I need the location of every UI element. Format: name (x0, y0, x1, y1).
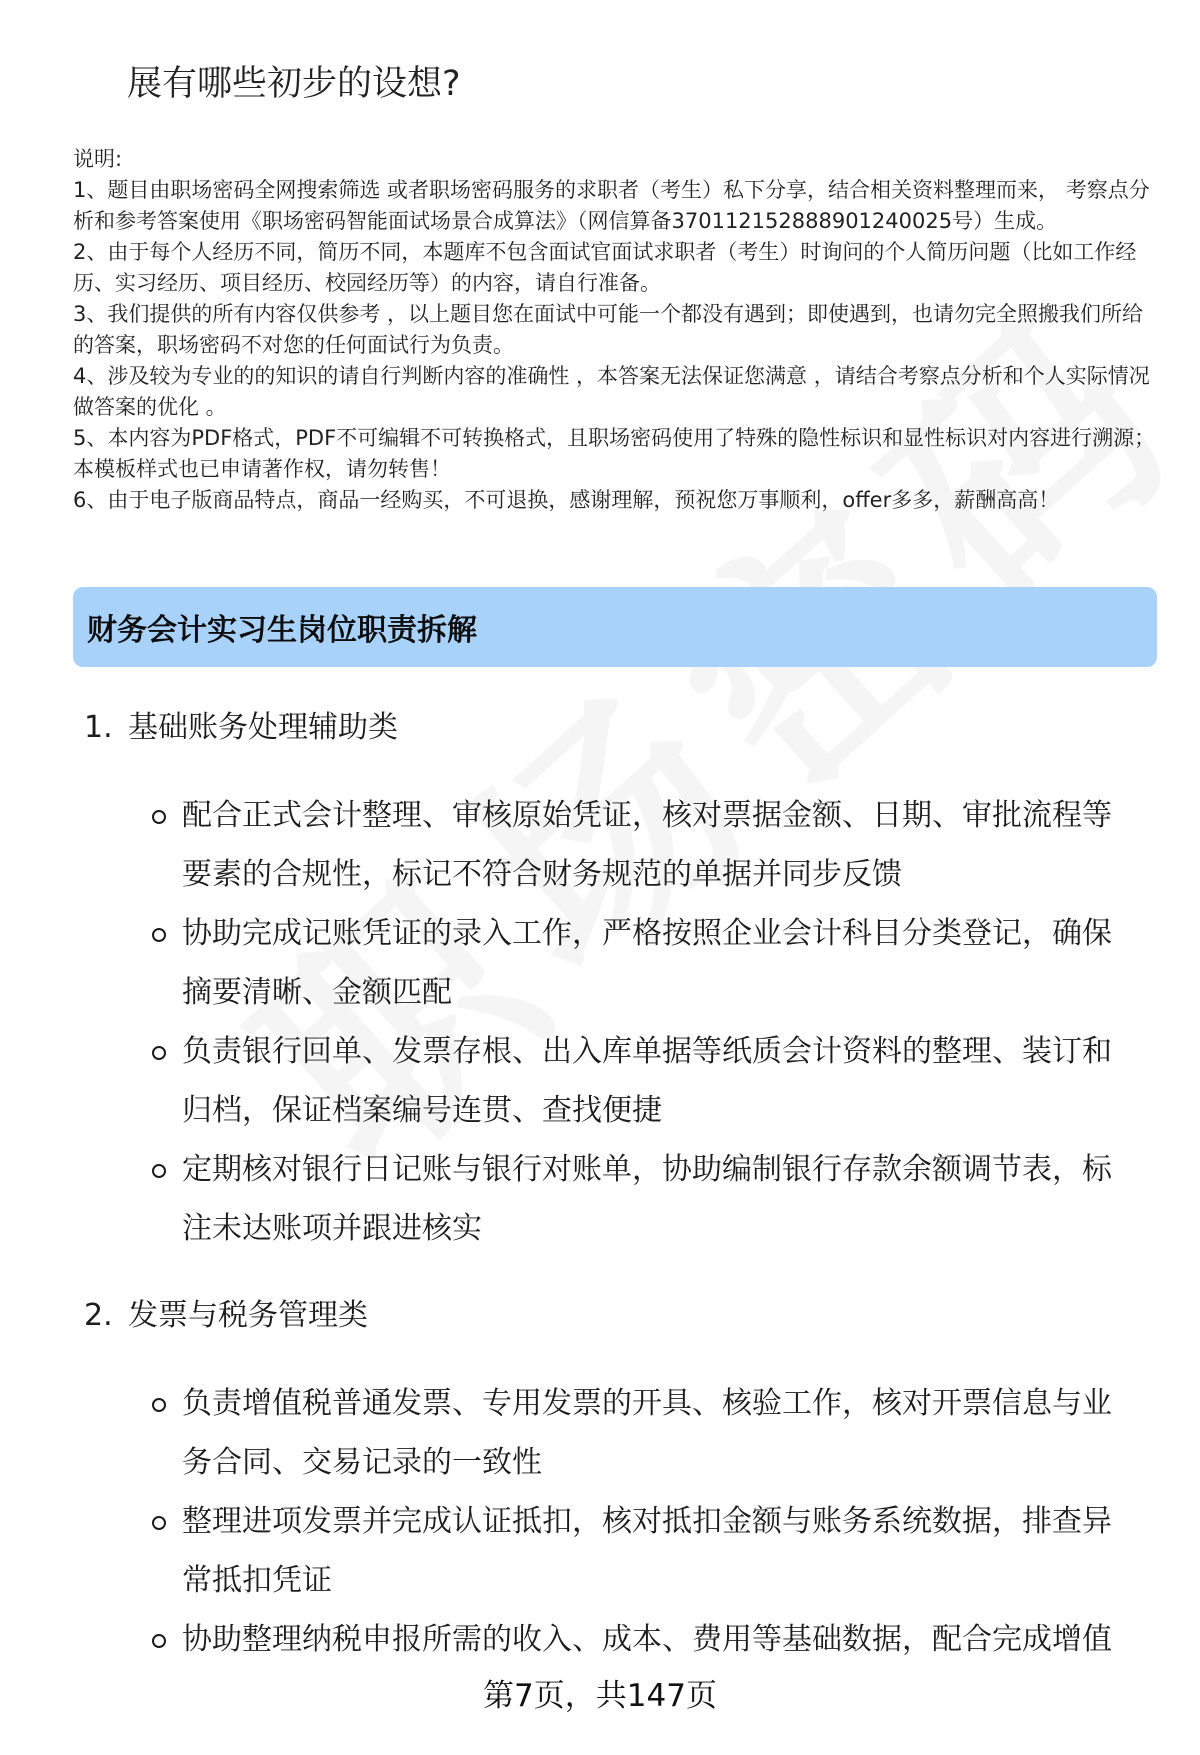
duty-item: 配合正式会计整理、审核原始凭证，核对票据金额、日期、审批流程等要素的合规性，标记不符合财务规范的单据并同步反馈 (0, 786, 1200, 904)
note-item: 2、由于每个人经历不同，简历不同，本题库不包含面试官面试求职者（考生）时询问的个人简历问题（比如工作经历、实习经历、项目经历、校园经历等）的内容，请自行准备。 (73, 240, 1137, 295)
duty-group-title (0, 700, 1200, 756)
duty-list (0, 1374, 1200, 1669)
duty-group-title (0, 1288, 1200, 1344)
duty-item: 整理进项发票并完成认证抵扣，核对抵扣金额与账务系统数据，排查异常抵扣凭证 (0, 1492, 1200, 1610)
duty-group (0, 700, 1200, 1258)
note-item: 5、本内容为PDF格式，PDF不可编辑不可转换格式，且职场密码使用了特殊的隐性标识和显性标识对内容进行溯源；本模板样式也已申请著作权，请勿转售！ (73, 426, 1156, 481)
note-item: 6、由于电子版商品特点，商品一经购买，不可退换，感谢理解，预祝您万事顺利，offer多多，薪酬高高！ (73, 488, 1060, 512)
section-title: 财务会计实习生岗位职责拆解 (87, 613, 477, 648)
duty-item: 协助完成记账凭证的录入工作，严格按照企业会计科目分类登记，确保摘要清晰、金额匹配 (0, 904, 1200, 1022)
duty-group-number: 1. (84, 710, 113, 745)
note-item: 1、题目由职场密码全网搜索筛选 或者职场密码服务的求职者（考生）私下分享，结合相关资料整理而来， 考察点分析和参考答案使用《职场密码智能面试场景合成算法》（网信算备370112152888901240025号）生成。 (73, 178, 1150, 233)
page-footer: 第7页，共147页 (483, 1678, 717, 1714)
duty-group (0, 1288, 1200, 1669)
question-continuation: 展有哪些初步的设想? (127, 64, 461, 104)
note-item: 3、我们提供的所有内容仅供参考 ，以上题目您在面试中可能一个都没有遇到；即使遇到，也请勿完全照搬我们所给的答案，职场密码不对您的任何面试行为负责。 (73, 302, 1144, 357)
note-item: 4、涉及较为专业的的知识的请自行判断内容的准确性 ，本答案无法保证您满意 ，请结合考察点分析和个人实际情况做答案的优化 。 (73, 364, 1150, 419)
duty-item: 定期核对银行日记账与银行对账单，协助编制银行存款余额调节表，标注未达账项并跟进核实 (0, 1140, 1200, 1258)
duty-group-label: 发票与税务管理类 (128, 1298, 368, 1333)
duty-group-number: 2. (84, 1298, 113, 1333)
section-header (73, 587, 1157, 667)
notes-heading: 说明: (73, 147, 123, 171)
duties-content (0, 700, 1200, 1669)
duty-item: 负责增值税普通发票、专用发票的开具、核验工作，核对开票信息与业务合同、交易记录的一致性 (0, 1374, 1200, 1492)
duty-group-label: 基础账务处理辅助类 (128, 710, 398, 745)
duty-item: 协助整理纳税申报所需的收入、成本、费用等基础数据，配合完成增值 (0, 1610, 1200, 1669)
duty-item: 负责银行回单、发票存根、出入库单据等纸质会计资料的整理、装订和归档，保证档案编号连贯、查找便捷 (0, 1022, 1200, 1140)
duty-list (0, 786, 1200, 1258)
notes-block (73, 144, 1163, 516)
